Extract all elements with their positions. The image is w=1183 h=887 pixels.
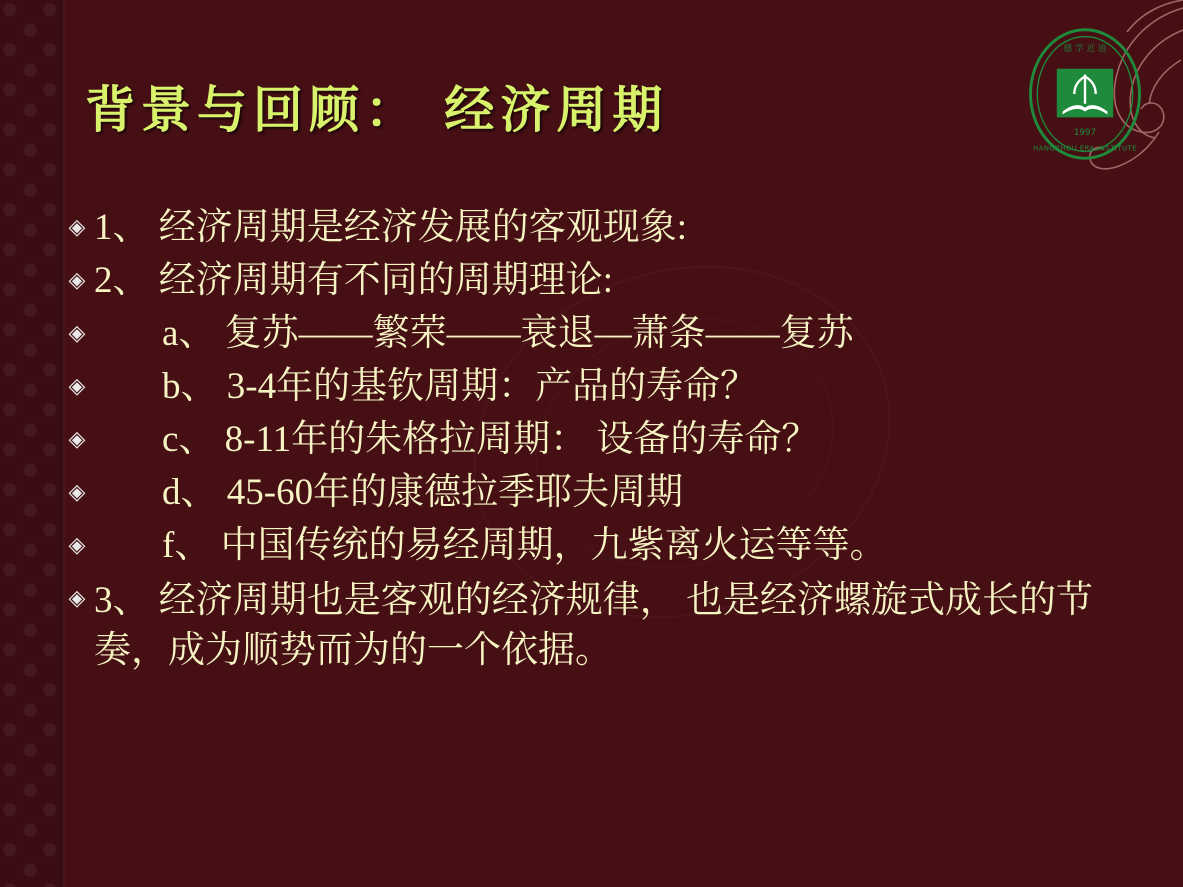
diamond-bullet-icon: ◈ [68,586,86,611]
logo-arc-text: HANGZHOU ERA INSTITUTE [1033,144,1137,153]
logo-year: 1997 [1073,127,1097,138]
diamond-bullet-icon: ◈ [68,533,86,558]
list-item [60,576,1130,676]
list-item-label: d、 45-60年的康德拉季耶夫周期 [162,472,684,513]
left-decorative-band [0,0,60,887]
diamond-bullet-icon: ◈ [68,215,86,240]
hangzhou-era-institute-logo [1012,18,1158,170]
diamond-bullet-icon: ◈ [68,427,86,452]
diamond-bullet-icon: ◈ [68,374,86,399]
list-item-label: 2、 经济周期有不同的周期理论: [94,260,614,301]
list-item [60,311,1130,357]
list-item [60,205,1130,251]
slide-body [60,205,1130,683]
logo-top-text: 德 学 近 道 [1063,44,1107,55]
slide-title: 背景与回顾： 经济周期 [85,81,669,139]
list-item-label: 1、 经济周期是经济发展的客观现象: [94,207,688,248]
list-item-label: f、 中国传统的易经周期，九紫离火运等等。 [162,525,887,566]
diamond-bullet-icon: ◈ [68,268,86,293]
list-item [60,417,1130,463]
diamond-bullet-icon: ◈ [68,321,86,346]
list-item-label: c、 8-11年的朱格拉周期： 设备的寿命？ [162,419,819,460]
list-item [60,523,1130,569]
list-item [60,364,1130,410]
list-item-label: b、 3-4年的基钦周期：产品的寿命？ [162,366,758,407]
list-item-label: a、 复苏——繁荣——衰退—萧条——复苏 [162,313,854,354]
list-item [60,470,1130,516]
list-item [60,258,1130,304]
diamond-bullet-icon: ◈ [68,480,86,505]
list-item-label: 3、 经济周期也是客观的经济规律， 也是经济螺旋式成长的节奏，成为顺势而为的一个依据。 [94,580,1093,671]
